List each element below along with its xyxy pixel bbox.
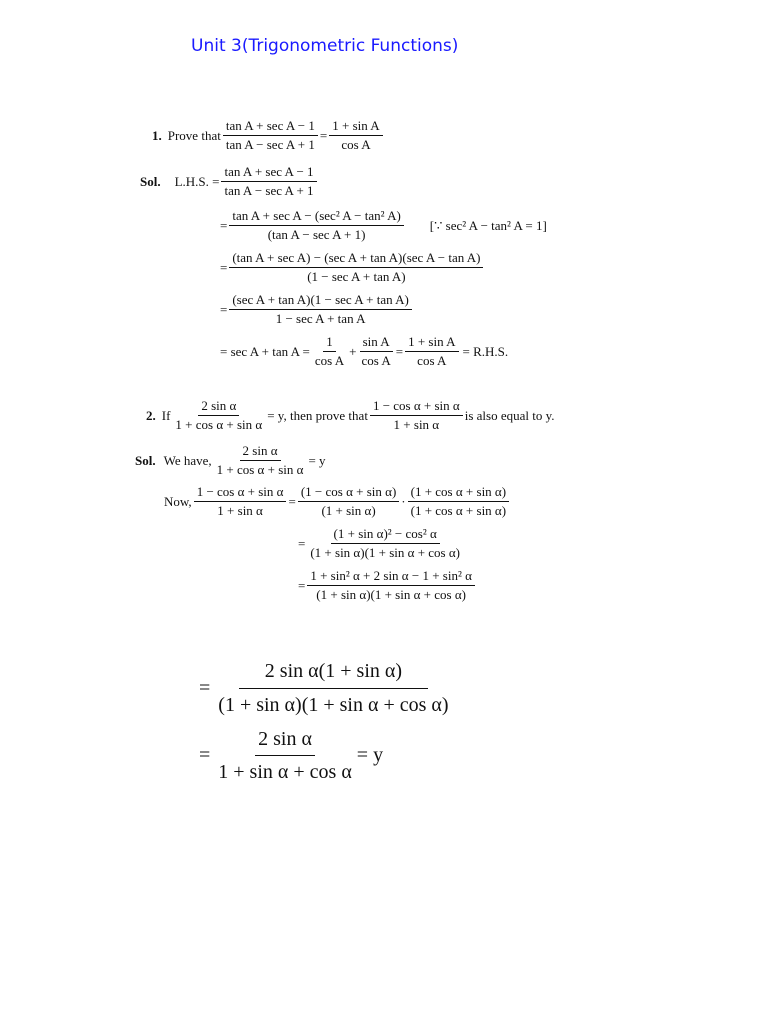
equals-sign: = [319,127,328,143]
solution-label: Sol. [140,173,161,189]
solution-1-step-3 [220,250,485,285]
rhs-conclusion: = R.H.S. [462,343,509,359]
numerator: 2 sin α [255,724,315,756]
denominator: (tan A − sec A + 1) [267,227,366,242]
denominator: tan A − sec A + 1 [225,137,315,152]
question-if: If [161,407,171,423]
fraction [358,334,393,369]
solution-1-step-5 [220,334,508,369]
fraction [172,398,265,433]
solution-2-given [135,443,326,478]
fraction [215,724,355,787]
equals-sign: = [395,343,404,359]
numerator: 1 − cos α + sin α [370,398,463,416]
solution-1-step-1 [140,164,319,199]
numerator: sin A [360,334,393,352]
denominator: 1 + sin α + cos α [218,761,352,783]
numerator: tan A + sec A − (sec² A − tan² A) [229,208,403,226]
lhs-label: L.H.S. = [174,173,220,189]
denominator: 1 + cos α + sin α [175,417,263,432]
numerator: 2 sin α [198,398,239,416]
numerator: tan A + sec A − 1 [221,164,316,182]
question-tail: is also equal to y. [464,407,555,423]
fraction [214,443,307,478]
numerator: 2 sin α [240,443,281,461]
equals-sign: = [220,217,228,233]
numerator: 1 [323,334,336,352]
numerator: tan A + sec A − 1 [223,118,318,136]
solution-2-step-3 [298,568,477,603]
numerator: 2 sin α(1 + sin α) [239,656,428,689]
question-2 [146,398,555,433]
question-number: 1. [152,127,162,143]
denominator: 1 + sin α [217,503,263,518]
fraction [329,118,382,153]
equals-sign: = [288,493,296,509]
equals-sign: = [298,577,306,593]
numerator: (sec A + tan A)(1 − sec A + tan A) [229,292,412,310]
denominator: 1 + cos α + sin α [216,462,304,477]
now-label: Now, [164,493,192,509]
fraction [312,334,347,369]
numerator: 1 − cos α + sin α [194,484,287,502]
final-result: = y [356,744,384,766]
fraction [298,484,399,519]
equals-sign: = [220,259,228,275]
solution-2-step-1 [164,484,511,519]
denominator: (1 + sin α)(1 + sin α + cos α) [316,587,466,602]
denominator: tan A − sec A + 1 [224,183,314,198]
numerator: (tan A + sec A) − (sec A + tan A)(sec A − tan A) [229,250,483,268]
solution-1-step-2 [220,208,547,243]
fraction [221,164,316,199]
denominator: 1 + sin α [393,417,440,432]
step-lead: = sec A + tan A = [220,343,310,359]
solution-2-step-2 [298,526,465,561]
solution-label: Sol. [135,452,156,468]
fraction [229,250,483,285]
plus-sign: + [349,343,357,359]
fraction [408,484,509,519]
denominator: (1 + sin α)(1 + sin α + cos α) [218,694,449,716]
given-tail: = y [308,452,326,468]
equals-sign: = [199,676,211,699]
denominator: (1 + sin α) [321,503,376,518]
numerator: (1 + cos α + sin α) [408,484,509,502]
fraction [229,208,403,243]
denominator: cos A [417,353,447,368]
given-intro: We have, [163,452,212,468]
equals-sign: = [199,744,211,766]
fraction [307,568,475,603]
solution-2-step-5 [196,724,383,787]
fraction [215,656,451,720]
question-number: 2. [146,407,156,423]
denominator: cos A [314,353,345,368]
fraction [223,118,318,153]
fraction [229,292,412,327]
page-title: Unit 3(Trigonometric Functions) [191,36,459,56]
question-middle: = y, then prove that [267,407,368,423]
denominator: (1 + cos α + sin α) [410,503,507,518]
fraction [307,526,463,561]
denominator: (1 + sin α)(1 + sin α + cos α) [310,545,461,560]
equals-sign: = [220,301,228,317]
equals-sign: = [298,535,306,551]
denominator: 1 − sec A + tan A [275,311,366,326]
numerator: (1 − cos α + sin α) [298,484,399,502]
numerator: 1 + sin A [405,334,458,352]
solution-1-step-4 [220,292,414,327]
numerator: 1 + sin A [329,118,382,136]
question-1 [152,118,385,153]
denominator: cos A [341,137,371,152]
multiply-dot: · [401,493,406,509]
identity-note: [∵ sec² A − tan² A = 1] [429,217,547,233]
fraction [370,398,463,433]
numerator: (1 + sin α)² − cos² α [331,526,440,544]
question-prompt: Prove that [167,127,221,143]
denominator: (1 − sec A + tan A) [307,269,406,284]
numerator: 1 + sin² α + 2 sin α − 1 + sin² α [307,568,475,586]
solution-2-step-4 [196,656,454,720]
fraction [194,484,287,519]
fraction [405,334,458,369]
denominator: cos A [361,353,391,368]
